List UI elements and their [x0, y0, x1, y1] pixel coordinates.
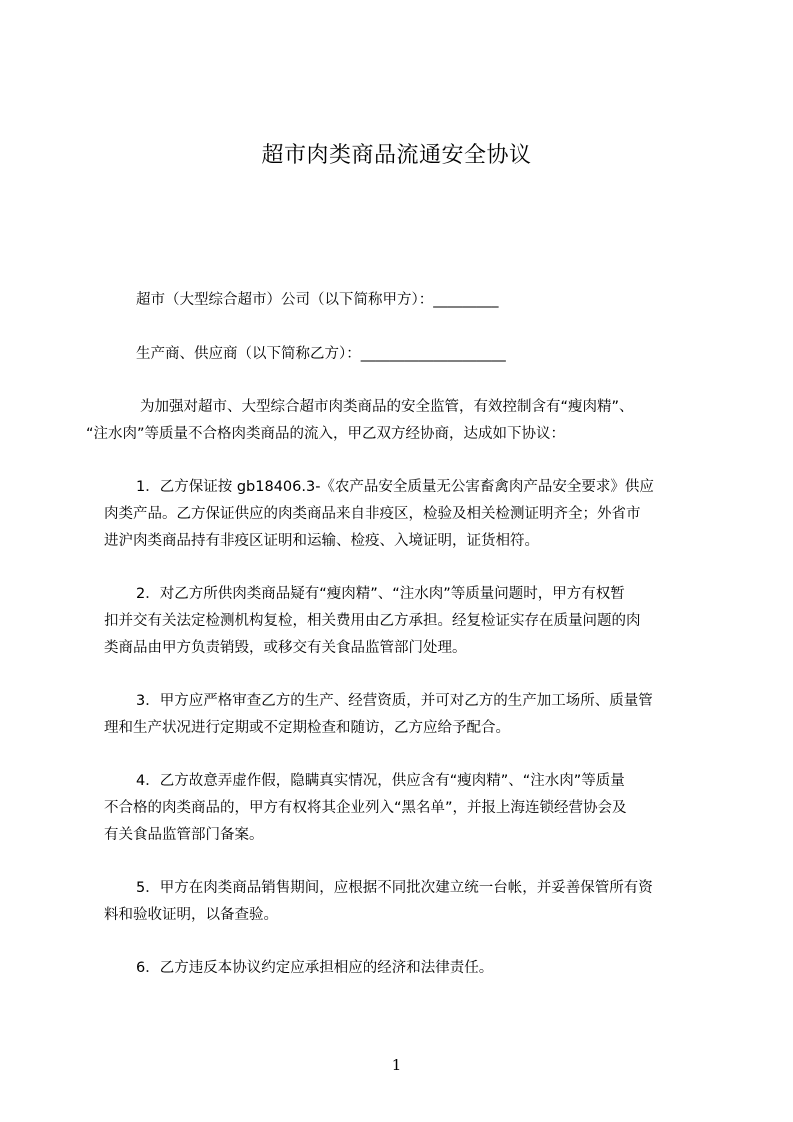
- clause-5: [104, 875, 704, 929]
- clause-line: 肉类产品。乙方保证供应的肉类商品来自非疫区，检验及相关检测证明齐全；外省市: [104, 506, 641, 522]
- clause-line: 5．甲方在肉类商品销售期间，应根据不同批次建立统一台帐，并妥善保管所有资: [136, 880, 653, 896]
- party-a-text: 超市（大型综合超市）公司（以下简称甲方）：_________: [136, 292, 499, 308]
- clause-line: 进沪肉类商品持有非疫区证明和运输、检疫、入境证明，证货相符。: [104, 533, 539, 549]
- clause-line: 料和验收证明，以备查验。: [104, 907, 278, 923]
- clause-line: 不合格的肉类商品的，甲方有权将其企业列入“黑名单”，并报上海连锁经营协会及: [104, 800, 627, 816]
- clause-1: [104, 474, 704, 555]
- party-b-text: 生产商、供应商（以下简称乙方）：____________________: [136, 346, 506, 362]
- preamble-paragraph: [86, 394, 704, 448]
- clause-line: 6．乙方违反本协议约定应承担相应的经济和法律责任。: [136, 960, 494, 976]
- party-b-line: [104, 341, 704, 368]
- clause-line: 1．乙方保证按 gb18406.3-《农产品安全质量无公害畜禽肉产品安全要求》供应: [136, 479, 654, 495]
- party-a-line: [104, 287, 704, 314]
- clause-line: 类商品由甲方负责销毁，或移交有关食品监管部门处理。: [104, 640, 467, 656]
- page-number: 1: [391, 1056, 402, 1074]
- clause-line: 扣并交有关法定检测机构复检，相关费用由乙方承担。经复检证实存在质量问题的肉: [104, 613, 641, 629]
- clause-line: 3．甲方应严格审查乙方的生产、经营资质，并可对乙方的生产加工场所、质量管: [136, 693, 653, 709]
- clause-6: [104, 955, 704, 982]
- clause-2: [104, 581, 704, 662]
- preamble-line: “注水肉”等质量不合格肉类商品的流入，甲乙双方经协商，达成如下协议：: [86, 426, 566, 442]
- document-title: 超市肉类商品流通安全协议: [261, 143, 532, 168]
- clause-line: 4．乙方故意弄虚作假，隐瞒真实情况，供应含有“瘦肉精”、“注水肉”等质量: [136, 773, 625, 789]
- clause-line: 2．对乙方所供肉类商品疑有“瘦肉精”、“注水肉”等质量问题时，甲方有权暂: [136, 586, 625, 602]
- clause-3: [104, 688, 704, 742]
- clause-line: 有关食品监管部门备案。: [104, 827, 264, 843]
- clause-4: [104, 768, 704, 849]
- preamble-line: 为加强对超市、大型综合超市肉类商品的安全监管，有效控制含有“瘦肉精”、: [140, 399, 634, 415]
- clause-line: 理和生产状况进行定期或不定期检查和随访，乙方应给予配合。: [104, 720, 510, 736]
